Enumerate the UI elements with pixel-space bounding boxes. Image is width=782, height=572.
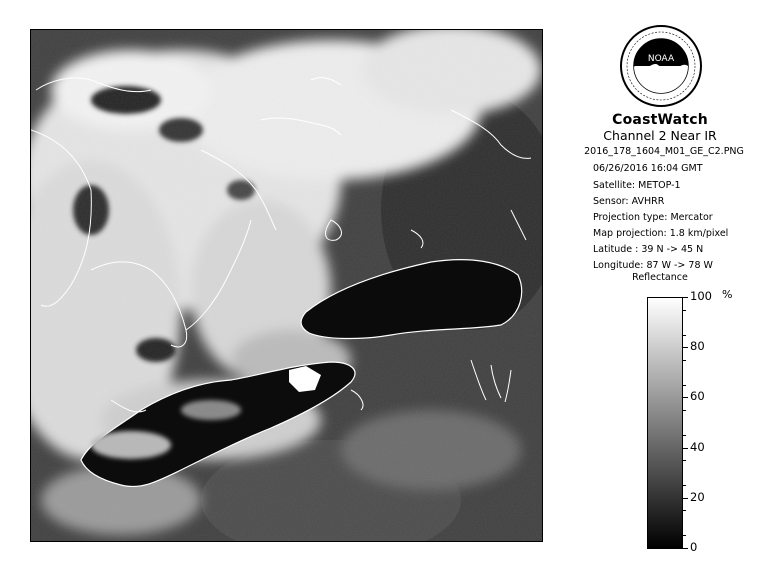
colorbar-tick-mark [683,347,688,348]
colorbar-tick-label: 20 [690,489,705,504]
colorbar-tick-label: 100 [690,289,712,303]
colorbar-minor-tick [683,335,686,336]
colorbar-minor-tick [683,535,686,536]
colorbar-minor-tick [683,410,686,411]
colorbar-minor-tick [683,485,686,486]
channel-label: Channel 2 Near IR [603,128,717,143]
colorbar-minor-tick [683,460,686,461]
colorbar-minor-tick [683,435,686,436]
latitude-label: Latitude : 39 N -> 45 N [593,244,704,255]
svg-text:NOAA: NOAA [647,54,675,64]
colorbar-tick-mark [683,297,688,298]
colorbar-unit: % [722,288,733,301]
reflectance-colorbar [647,297,683,549]
colorbar-title: Reflectance [632,272,688,283]
colorbar-tick-mark [683,397,688,398]
colorbar-tick-label: 0 [690,540,698,554]
colorbar-tick-mark [683,498,688,499]
filename-label: 2016_178_1604_M01_GE_C2.PNG [584,146,744,157]
colorbar-minor-tick [683,310,686,311]
colorbar-minor-tick [683,360,686,361]
colorbar-minor-tick [683,510,686,511]
longitude-label: Longitude: 87 W -> 78 W [593,260,713,271]
colorbar-minor-tick [683,385,686,386]
colorbar-tick-mark [683,448,688,449]
projection-type-label: Projection type: Mercator [593,212,713,223]
satellite-image-svg [31,30,542,541]
noaa-logo-icon [619,24,703,108]
map-projection-label: Map projection: 1.8 km/pixel [593,228,729,239]
sensor-label: Sensor: AVHRR [593,196,665,207]
satellite-label: Satellite: METOP-1 [593,180,681,191]
colorbar-tick-label: 40 [690,439,705,454]
brand-title: CoastWatch [612,112,708,128]
colorbar-tick-label: 80 [690,339,705,354]
satellite-image [30,29,543,542]
datetime-label: 06/26/2016 16:04 GMT [593,163,703,174]
colorbar-tick-mark [683,548,688,549]
colorbar-tick-label: 60 [690,389,705,404]
